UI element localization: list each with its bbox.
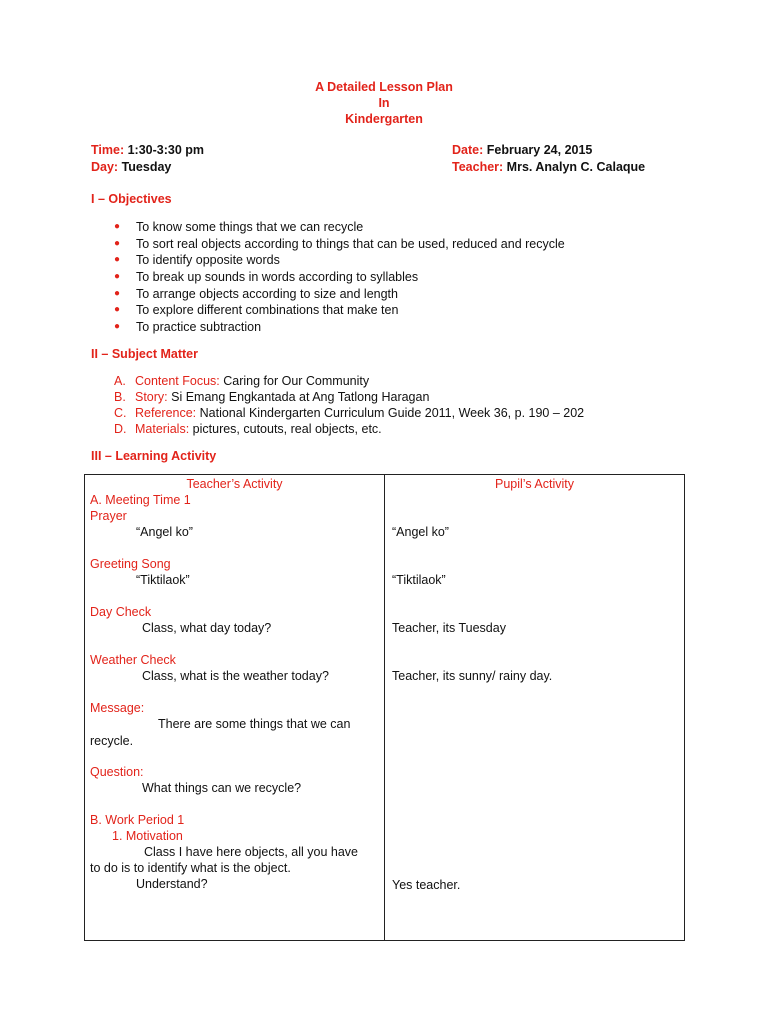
date-label: Date:: [452, 143, 484, 157]
subject-matter-heading: II – Subject Matter: [91, 347, 198, 361]
list-item: ● To practice subtraction: [114, 320, 262, 335]
list-item: ● To arrange objects according to size and length: [114, 286, 398, 301]
pupil-prayer-response: “Angel ko”: [392, 525, 449, 539]
objectives-list: [114, 219, 565, 336]
prayer-text: “Angel ko”: [136, 525, 193, 539]
teacher-row: [452, 160, 645, 174]
question-text: What things can we recycle?: [142, 781, 302, 795]
list-item: ● To break up sounds in words according to syllables: [114, 270, 419, 285]
pupil-day-check-response: Teacher, its Tuesday: [392, 621, 506, 635]
list-item: B. Story: Si Emang Engkantada at Ang Tatlong Haragan: [114, 390, 430, 404]
objectives-heading: I – Objectives: [91, 192, 172, 206]
list-item: A. Content Focus: Caring for Our Community: [114, 374, 370, 388]
pupil-motivation-response: Yes teacher.: [392, 878, 461, 892]
message-text-line-2: recycle.: [90, 734, 134, 748]
list-item: ● To explore different combinations that make ten: [114, 303, 399, 318]
day-value: Tuesday: [121, 160, 172, 174]
message-text-line-1: There are some things that we can: [158, 717, 351, 731]
bullet-icon: ●: [114, 221, 121, 232]
time-label: Time:: [91, 143, 125, 157]
day-label: Day:: [91, 160, 119, 174]
bullet-icon: ●: [114, 321, 121, 333]
motivation-text-line-2: to do is to identify what is the object.: [90, 861, 291, 875]
list-item: D. Materials: pictures, cutouts, real objects, etc.: [114, 422, 382, 436]
list-item: ● To sort real objects according to things that can be used, reduced and recycle: [114, 236, 565, 251]
title-line-2: In: [378, 96, 390, 110]
day-check-text: Class, what day today?: [142, 621, 272, 635]
motivation-text-line-3: Understand?: [136, 877, 208, 891]
message-label: Message:: [90, 701, 145, 715]
motivation-heading: 1. Motivation: [112, 829, 183, 843]
bullet-icon: ●: [114, 271, 121, 283]
list-item: C. Reference: National Kindergarten Curriculum Guide 2011, Week 36, p. 190 – 202: [114, 406, 585, 420]
motivation-text-line-1: Class I have here objects, all you have: [144, 845, 359, 859]
greeting-song-text: “Tiktilaok”: [136, 573, 190, 587]
work-period-heading: B. Work Period 1: [90, 813, 185, 827]
date-value: February 24, 2015: [486, 143, 593, 157]
learning-activity-heading: III – Learning Activity: [91, 449, 217, 463]
pupil-greeting-response: “Tiktilaok”: [392, 573, 446, 587]
pupil-column: [385, 475, 685, 941]
teacher-activity-header: Teacher’s Activity: [186, 477, 283, 491]
bullet-icon: ●: [114, 304, 121, 316]
greeting-song-label: Greeting Song: [90, 557, 171, 571]
teacher-column: [85, 475, 385, 941]
list-item: ● To know some things that we can recycle: [114, 220, 364, 234]
prayer-label: Prayer: [90, 509, 127, 523]
time-value: 1:30-3:30 pm: [127, 143, 205, 157]
activity-table: [84, 474, 685, 941]
weather-check-text: Class, what is the weather today?: [142, 669, 329, 683]
bullet-icon: ●: [114, 287, 121, 299]
bullet-icon: ●: [114, 254, 121, 266]
bullet-icon: ●: [114, 237, 121, 249]
title-line-3: Kindergarten: [345, 112, 423, 126]
subject-matter-list: [114, 373, 584, 437]
teacher-value: Mrs. Analyn C. Calaque: [506, 160, 646, 174]
pupil-weather-response: Teacher, its sunny/ rainy day.: [392, 669, 553, 683]
list-item: ● To identify opposite words: [114, 253, 280, 268]
time-row: [91, 143, 204, 157]
meeting-time-heading: A. Meeting Time 1: [90, 493, 191, 507]
teacher-label: Teacher:: [452, 160, 504, 174]
weather-check-label: Weather Check: [90, 653, 176, 667]
date-row: [452, 143, 592, 157]
day-check-label: Day Check: [90, 605, 152, 619]
question-label: Question:: [90, 765, 144, 779]
title-line-1: A Detailed Lesson Plan: [315, 80, 453, 94]
day-row: [91, 160, 171, 174]
pupil-activity-header: Pupil’s Activity: [495, 477, 574, 491]
